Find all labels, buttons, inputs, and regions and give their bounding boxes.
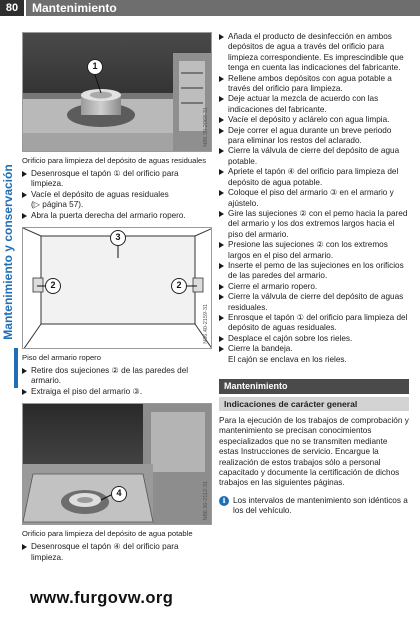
step-text: Vacíe el depósito y aclárelo con agua limpia. [228,115,390,125]
arrow-icon [22,213,27,219]
page-number: 80 [0,0,24,16]
arrow-icon [219,128,224,134]
step-text: Añada el producto de desinfección en ambos depósitos de agua a través del orificio para limpieza correspondiente. Es imprescindible que tenga en cuenta las indicaciones del fabricante. [228,32,404,73]
info-icon: i [219,496,229,506]
caption-fresh-water: Orificio para limpieza del depósito de agua potable [22,529,193,539]
arrow-icon [219,294,224,300]
step-item [22,190,212,211]
figure-3-code: N86.30-2112-31 [203,480,209,521]
step-item [219,188,409,209]
step-text: Presione las sujeciones ② con los extremos largos en el piso del armario. [228,240,388,260]
page-header [0,0,420,16]
callout-2-left: 2 [45,278,61,294]
arrow-icon [219,346,224,352]
caption-waste-water: Orificio para limpieza del depósito de aguas residuales [22,156,207,165]
arrow-icon [219,263,224,269]
sub-heading: Indicaciones de carácter general [219,397,409,411]
step-item [22,211,212,221]
figure-waste-water-opening [22,32,212,152]
arrow-icon [219,336,224,342]
page-title: Mantenimiento [32,1,117,15]
steps-list-1 [22,169,212,221]
arrow-icon [22,544,27,550]
step-item [219,261,409,282]
step-item [219,167,409,188]
arrow-icon [219,315,224,321]
arrow-icon [219,34,224,40]
side-tab [0,140,16,365]
step-text: Deje correr el agua durante un breve periodo para eliminar los restos del aclarado. [228,125,392,146]
step-text: Rellene ambos depósitos con agua potable a través del orificio para limpieza. [228,73,392,94]
arrow-icon [219,148,224,154]
callout-1-leader [23,33,212,152]
arrow-icon [219,190,224,196]
arrow-icon [219,96,224,102]
step-text: Coloque el piso del armario ③ en el armario y ajústelo. [228,188,394,208]
caption-wardrobe-floor: Piso del armario ropero [22,353,101,363]
step-text: Enrosque el tapón ① del orificio para limpieza del depósito de aguas residuales. [228,312,408,333]
section-heading: Mantenimiento [219,379,409,394]
step-item [219,209,409,240]
step-text: Abra la puerta derecha del armario ropero. [31,210,186,220]
info-note [219,496,409,517]
step-item [22,387,212,397]
arrow-icon [219,169,224,175]
step-text: Desenrosque el tapón ④ del orificio para limpieza. [31,542,179,562]
step-text: Cierre la bandeja. [228,344,293,354]
figure-2-code: N86.40-2159-31 [203,304,209,345]
step-item [219,94,409,115]
figure-wardrobe-floor [22,227,212,349]
maintenance-paragraph: Para la ejecución de los trabajos de comprobación y mantenimiento se precisan conocimientos especializados que no se transmiten mediante estas Instrucciones de servicio. Encargue la realización de estos trabajos sólo a personal capacitado y documente la certificación de dichos trabajos en las siguientes páginas. [219,416,409,488]
step-text: Inserte el pemo de las sujeciones en los orificios de las paredes del armario. [228,260,404,281]
photo-fresh-water-tank [23,404,212,525]
arrow-icon [219,211,224,217]
step-item [219,32,409,74]
arrow-icon [22,389,27,395]
step-item [219,282,409,292]
figure-fresh-water-opening [22,403,212,525]
step-text: Deje actuar la mezcla de acuerdo con las indicaciones del fabricante. [228,94,379,114]
arrow-icon [219,242,224,248]
callout-4: 4 [111,486,127,502]
callout-2-right: 2 [171,278,187,294]
callout-3: 3 [110,230,126,246]
step-result: El cajón se enclava en los rieles. [228,354,347,364]
step-item [219,74,409,95]
page-reference-link[interactable]: (▷ página 57). [31,200,84,210]
right-column [219,32,409,517]
page-title-bar [26,0,420,16]
step-item [22,542,212,563]
step-text: Vacíe el depósito de aguas residuales [31,189,169,199]
step-item [219,334,409,344]
step-item [219,240,409,261]
callout-1: 1 [87,59,103,75]
side-tab-label: Mantenimiento y conservación [1,164,15,340]
steps-list-3 [22,542,212,563]
arrow-icon [219,76,224,82]
arrow-icon [22,171,27,177]
step-text: Extraiga el piso del armario ③. [31,386,143,396]
side-tab-marker [14,348,18,388]
step-item [219,292,409,313]
step-text: Desenrosque el tapón ① del orificio para limpieza. [31,169,179,189]
step-item [219,344,409,354]
step-item [22,366,212,387]
step-item [219,115,409,125]
figure-1-code: N86.30-2068-31 [203,107,209,147]
arrow-icon [22,192,27,198]
step-text: Cierre la válvula de cierre del depósito de agua potable. [228,146,400,166]
steps-list-right [219,32,409,355]
step-text: Cierre la válvula de cierre del depósito de aguas residuales. [228,292,404,312]
step-text: Apriete el tapón ④ del orificio para limpieza del depósito de agua potable. [228,167,399,187]
step-text: Gire las sujeciones ② con el pemo hacia la pared del armario y los dos extremos largos hacia el piso del armario. [228,208,408,239]
watermark-url: www.furgovw.org [30,589,174,607]
step-item [219,146,409,167]
info-text: Los intervalos de mantenimiento son idénticos a los del vehículo. [233,495,408,516]
left-column [22,32,212,563]
step-item [219,313,409,334]
arrow-icon [22,368,27,374]
step-item [219,126,409,147]
step-text: Retire dos sujeciones ② de las paredes del armario. [31,366,189,386]
arrow-icon [219,117,224,123]
arrow-icon [219,284,224,290]
step-item [22,169,212,190]
step-text: Cierre el armario ropero. [228,281,318,291]
step-text: Desplace el cajón sobre los rieles. [228,333,353,343]
steps-list-2 [22,366,212,397]
